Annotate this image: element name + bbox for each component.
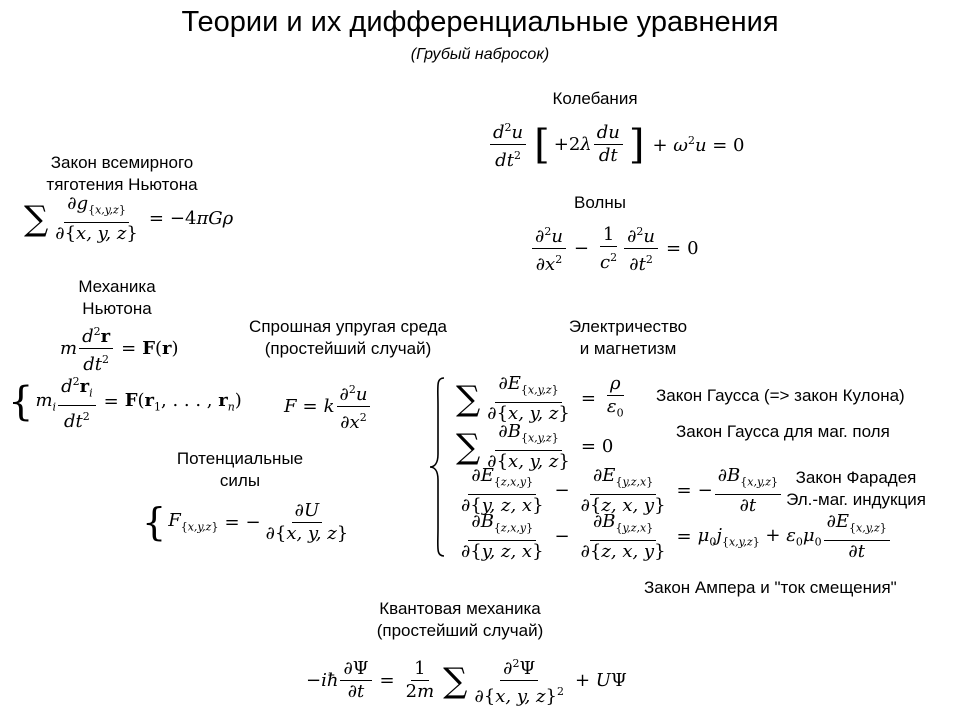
section-potential: Потенциальные силы (176, 449, 304, 490)
equation-gravity: ∑ $\frac{\partial g_{\{x,y,z\}}}{\partial\{x, y, z\}}$ = −4πGρ (24, 193, 234, 244)
page-title: Теории и их дифференциальные уравнения (181, 6, 779, 38)
equation-elastic: F = k $\frac{\partial^2u}{\partial x^2}$ (284, 380, 372, 433)
equation-gauss: ∑ $\frac{\partial E_{\{x,y,z\}}}{\partial\{x, y, z\}}$ = $\frac{\rho}{\varepsilon_0}$ (456, 373, 624, 424)
equation-potential: { $F_{\{x,y,z\}}$ = − $\frac{\partial U}{\partial\{x, y, z\}}$ (142, 499, 349, 544)
equation-ampere: $\frac{\partial B_{\{z,x,y\}}}{\partial\{y, z, x\}}$ − $\frac{\partial B_{\{y,z,x\}}}{\partial\{z, x, y\}}$ = $\mu_0j_{\{x,y,z\}} + \varepsilon_0\mu_0$ $\frac{\partial E_{\{x,y,z\}}}{\partial t}$ (456, 512, 892, 562)
annotation-ampere: Закон Ампера и "ток смещения" (644, 578, 897, 597)
maxwell-brace (428, 376, 450, 558)
annotation-gauss-magnetic: Закон Гаусса для маг. поля (676, 422, 890, 441)
section-waves: Волны (574, 193, 626, 212)
annotation-faraday-subtitle: Эл.-маг. индукция (786, 490, 926, 509)
equation-faraday: $\frac{\partial E_{\{z,x,y\}}}{\partial\{y, z, x\}}$ − $\frac{\partial E_{\{y,z,x\}}}{\partial\{z, x, y\}}$ = − $\frac{\partial B_{\{x,y,z\}}}{\partial t}$ (456, 466, 783, 516)
equation-waves: $\frac{\partial^2u}{\partial x^2}$ − $\frac{1}{c^2}$ $\frac{\partial^2u}{\partial t^2}$ = 0 (530, 222, 699, 275)
equation-mechanics-single: m $\frac{d^2r}{dt^2}$ = F(r) (60, 322, 179, 375)
equation-mechanics-system: { $m_i$ $\frac{d^2r_i}{dt^2}$ = $F(r_1$, . . . , $r_n$) (8, 372, 242, 432)
section-gravity: Закон всемирного тяготения Ньютона (46, 153, 198, 194)
equation-schrodinger: −iħ $\frac{\partial\Psi}{\partial t}$ = $\frac{1}{2m}$ ∑ $\frac{\partial^2\Psi}{\partial\{x, y, z\}^2}$ + UΨ (306, 654, 627, 707)
section-quantum: Квантовая механика (простейший случай) (376, 599, 544, 640)
page-subtitle: (Грубый набросок) (410, 46, 550, 63)
equation-oscillations: $\frac{d^2u}{dt^2}$ [ +2λ $\frac{du}{dt}$ ] + $\omega^2u = 0$ (488, 118, 745, 171)
section-mechanics: Механика Ньютона (78, 277, 156, 318)
section-oscillations: Колебания (552, 89, 638, 108)
equation-gauss-magnetic: ∑ $\frac{\partial B_{\{x,y,z\}}}{\partial\{x, y, z\}}$ = 0 (456, 421, 614, 472)
annotation-faraday-title: Закон Фарадея (795, 468, 917, 487)
section-elastic: Спрошная упругая среда (простейший случай) (249, 317, 447, 358)
annotation-gauss: Закон Гаусса (=> закон Кулона) (656, 386, 905, 405)
section-em: Электричество и магнетизм (568, 317, 688, 358)
